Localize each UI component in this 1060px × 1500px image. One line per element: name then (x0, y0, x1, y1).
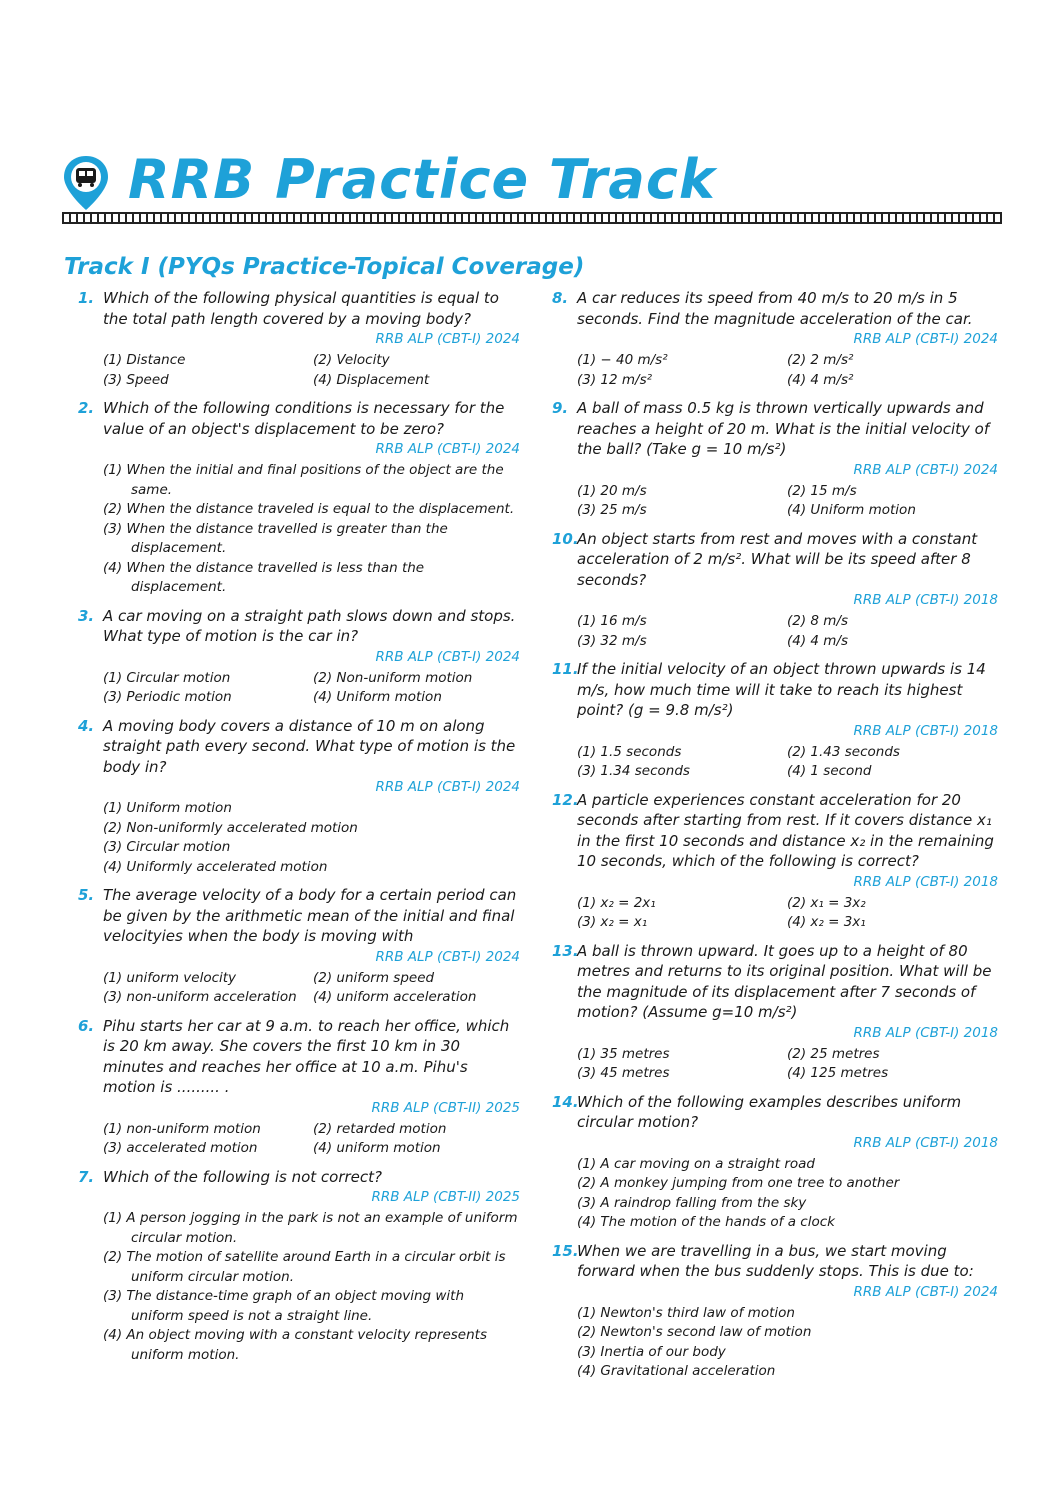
question-text: A car reduces its speed from 40 m/s to 20 m/s in 5 seconds. Find the magnitude acceleration of the car. (577, 289, 973, 328)
question-number: 2. (78, 399, 95, 417)
question-text: When we are travelling in a bus, we start moving forward when the bus suddenly stops. This is due to: (577, 1241, 974, 1280)
question-source: RRB ALP (CBT-I) 2018 (853, 1134, 998, 1151)
option: (3) The distance-time graph of an object moving with uniform speed is not a straight line. (103, 1288, 465, 1324)
question-text: An object starts from rest and moves with a constant acceleration of 2 m/s². What will be its speed after 8 seconds? (577, 529, 978, 589)
question-source: RRB ALP (CBT-I) 2024 (375, 779, 520, 795)
option: (2) Velocity (313, 352, 390, 368)
option: (1) 1.5 seconds (577, 743, 682, 760)
options-grid (577, 351, 998, 390)
options-list (103, 799, 520, 877)
question-source: RRB ALP (CBT-I) 2018 (853, 722, 998, 739)
options-grid (577, 1045, 998, 1084)
question-number: 1. (78, 289, 95, 307)
question-item (78, 716, 520, 878)
option: (4) 125 metres (787, 1065, 889, 1081)
option: (1) A person jogging in the park is not an example of uniform circular motion. (103, 1210, 518, 1246)
option: (2) The motion of satellite around Earth in a circular orbit is uniform circular motion. (103, 1249, 506, 1285)
option: (1) A car moving on a straight road (577, 1155, 815, 1172)
option: (2) x₁ = 3x₂ (787, 894, 866, 911)
question-item (552, 529, 998, 652)
option: (3) A raindrop falling from the sky (577, 1194, 807, 1211)
question-source: RRB ALP (CBT-I) 2024 (853, 1283, 998, 1300)
question-item (552, 790, 998, 933)
option: (1) 35 metres (577, 1045, 670, 1062)
question-item (78, 398, 520, 598)
options-grid (103, 1120, 520, 1159)
option: (4) 4 m/s (787, 632, 849, 649)
option: (1) Distance (103, 352, 186, 368)
option: (3) Periodic motion (103, 689, 232, 705)
question-item (78, 885, 520, 1008)
right-column (552, 288, 998, 1390)
option: (2) Newton's second law of motion (577, 1324, 812, 1340)
question-number: 5. (78, 886, 95, 904)
question-text: Which of the following examples describes uniform circular motion? (577, 1092, 962, 1131)
left-column (78, 288, 520, 1373)
question-item (78, 1016, 520, 1159)
options-grid (103, 669, 520, 708)
option: (3) 32 m/s (577, 632, 647, 649)
option: (2) Non-uniform motion (313, 669, 473, 686)
options-list (577, 1304, 998, 1382)
section-title: Track I (PYQs Practice-Topical Coverage) (64, 254, 585, 280)
question-source: RRB ALP (CBT-I) 2018 (853, 592, 998, 608)
question-number: 4. (78, 716, 95, 735)
option: (3) 45 metres (577, 1065, 670, 1081)
option: (4) 1 second (787, 763, 872, 779)
option: (1) 16 m/s (577, 613, 647, 629)
question-number: 9. (552, 399, 569, 417)
option: (3) Inertia of our body (577, 1343, 726, 1360)
option: (2) 15 m/s (787, 482, 857, 499)
option: (2) uniform speed (313, 969, 435, 986)
option: (1) uniform velocity (103, 969, 237, 986)
option: (3) When the distance travelled is greater than the displacement. (103, 520, 448, 556)
option: (2) When the distance traveled is equal to the displacement. (103, 501, 515, 517)
question-source: RRB ALP (CBT-I) 2024 (375, 648, 520, 665)
question-number: 11. (552, 660, 579, 678)
option: (2) 25 metres (787, 1045, 880, 1062)
question-source: RRB ALP (CBT-I) 2024 (375, 331, 520, 347)
question-source: RRB ALP (CBT-I) 2024 (853, 331, 998, 347)
options-grid (103, 351, 520, 390)
option: (4) Displacement (313, 371, 430, 388)
question-source: RRB ALP (CBT-I) 2024 (853, 461, 998, 478)
question-number: 15. (552, 1241, 579, 1260)
question-text: A ball is thrown upward. It goes up to a height of 80 metres and returns to its original position. What will be the magnitude of its displacement after 7 seconds of motion? (Assume g=10 m/s²) (577, 941, 992, 1021)
question-source: RRB ALP (CBT-I) 2018 (853, 873, 998, 890)
question-text: A particle experiences constant acceleration for 20 seconds after starting from rest. If it covers distance x₁ in the first 10 seconds and distance x₂ in the remaining 10 seconds, which of the following is correct? (577, 790, 994, 870)
option: (2) 1.43 seconds (787, 743, 900, 760)
option: (4) An object moving with a constant velocity represents uniform motion. (103, 1327, 487, 1363)
option: (1) − 40 m/s² (577, 352, 668, 368)
option: (1) Uniform motion (103, 800, 232, 816)
question-number: 14. (552, 1092, 579, 1111)
page-title: RRB Practice Track (128, 148, 716, 211)
option: (2) Non-uniformly accelerated motion (103, 819, 358, 836)
question-item (552, 288, 998, 390)
question-item (78, 1167, 520, 1366)
option: (4) Gravitational acceleration (577, 1363, 776, 1379)
question-number: 3. (78, 606, 95, 625)
question-item (78, 606, 520, 708)
question-text: Pihu starts her car at 9 a.m. to reach her office, which is 20 km away. She covers the first 10 km in 30 minutes and reaches her office at 10 a.m. Pihu's motion is ......... . (103, 1016, 510, 1096)
question-number: 13. (552, 941, 579, 960)
question-item (552, 659, 998, 782)
option: (4) 4 m/s² (787, 371, 854, 388)
question-source: RRB ALP (CBT-I) 2018 (853, 1024, 998, 1041)
question-item (78, 288, 520, 390)
options-list (577, 1155, 998, 1233)
question-text: Which of the following conditions is necessary for the value of an object's displacement to be zero? (103, 399, 505, 438)
question-text: A moving body covers a distance of 10 m on along straight path every second. What type of motion is the body in? (103, 716, 516, 776)
question-number: 8. (552, 289, 569, 307)
question-number: 7. (78, 1167, 95, 1186)
question-source: RRB ALP (CBT-II) 2025 (371, 1189, 520, 1205)
options-grid (577, 612, 998, 651)
question-text: The average velocity of a body for a certain period can be given by the arithmetic mean of the initial and final velocityies when the body is moving with (103, 886, 517, 945)
question-item (552, 1092, 998, 1233)
option: (2) A monkey jumping from one tree to another (577, 1175, 900, 1191)
question-text: Which of the following is not correct? (103, 1167, 383, 1186)
question-source: RRB ALP (CBT-I) 2024 (375, 948, 520, 965)
option: (3) 1.34 seconds (577, 763, 690, 779)
option: (4) uniform acceleration (313, 989, 477, 1005)
options-list (103, 1209, 520, 1365)
options-grid (577, 482, 998, 521)
question-text: Which of the following physical quantities is equal to the total path length covered by a moving body? (103, 289, 499, 328)
option: (2) 8 m/s (787, 613, 849, 629)
option: (3) Speed (103, 371, 169, 388)
option: (1) When the initial and final positions of the object are the same. (103, 462, 504, 498)
question-item (552, 1241, 998, 1382)
option: (4) When the distance travelled is less than the displacement. (103, 559, 425, 595)
question-item (552, 398, 998, 521)
option: (1) Newton's third law of motion (577, 1304, 795, 1321)
question-text: A car moving on a straight path slows down and stops. What type of motion is the car in? (103, 606, 516, 645)
option: (3) 12 m/s² (577, 371, 653, 388)
question-source: RRB ALP (CBT-I) 2024 (375, 441, 520, 457)
option: (3) 25 m/s (577, 502, 647, 518)
option: (2) retarded motion (313, 1120, 447, 1137)
option: (4) The motion of the hands of a clock (577, 1214, 835, 1230)
options-grid (577, 743, 998, 782)
option: (4) Uniform motion (787, 502, 916, 518)
option: (4) Uniform motion (313, 689, 442, 705)
question-text: If the initial velocity of an object thrown upwards is 14 m/s, how much time will it take to reach its highest point? (g = 9.8 m/s²) (577, 660, 986, 719)
option: (3) accelerated motion (103, 1140, 258, 1156)
page-header (62, 148, 1002, 228)
option: (1) 20 m/s (577, 482, 647, 499)
options-grid (577, 894, 998, 933)
option: (3) non-uniform acceleration (103, 989, 297, 1005)
train-location-pin-icon (62, 154, 110, 212)
option: (4) Uniformly accelerated motion (103, 858, 328, 875)
railway-track-divider (62, 212, 1002, 224)
options-list (103, 461, 520, 598)
option: (1) x₂ = 2x₁ (577, 894, 656, 911)
option: (1) non-uniform motion (103, 1120, 261, 1137)
option: (3) Circular motion (103, 839, 231, 855)
question-number: 10. (552, 529, 579, 548)
question-number: 12. (552, 790, 579, 809)
options-grid (103, 969, 520, 1008)
question-item (552, 941, 998, 1084)
option: (3) x₂ = x₁ (577, 914, 648, 930)
question-text: A ball of mass 0.5 kg is thrown vertically upwards and reaches a height of 20 m. What is the initial velocity of the ball? (Take g = 10 m/s²) (577, 399, 990, 458)
option: (4) uniform motion (313, 1140, 441, 1156)
option: (2) 2 m/s² (787, 352, 854, 368)
question-source: RRB ALP (CBT-II) 2025 (371, 1099, 520, 1116)
option: (4) x₂ = 3x₁ (787, 914, 866, 930)
question-number: 6. (78, 1016, 95, 1035)
option: (1) Circular motion (103, 669, 231, 686)
